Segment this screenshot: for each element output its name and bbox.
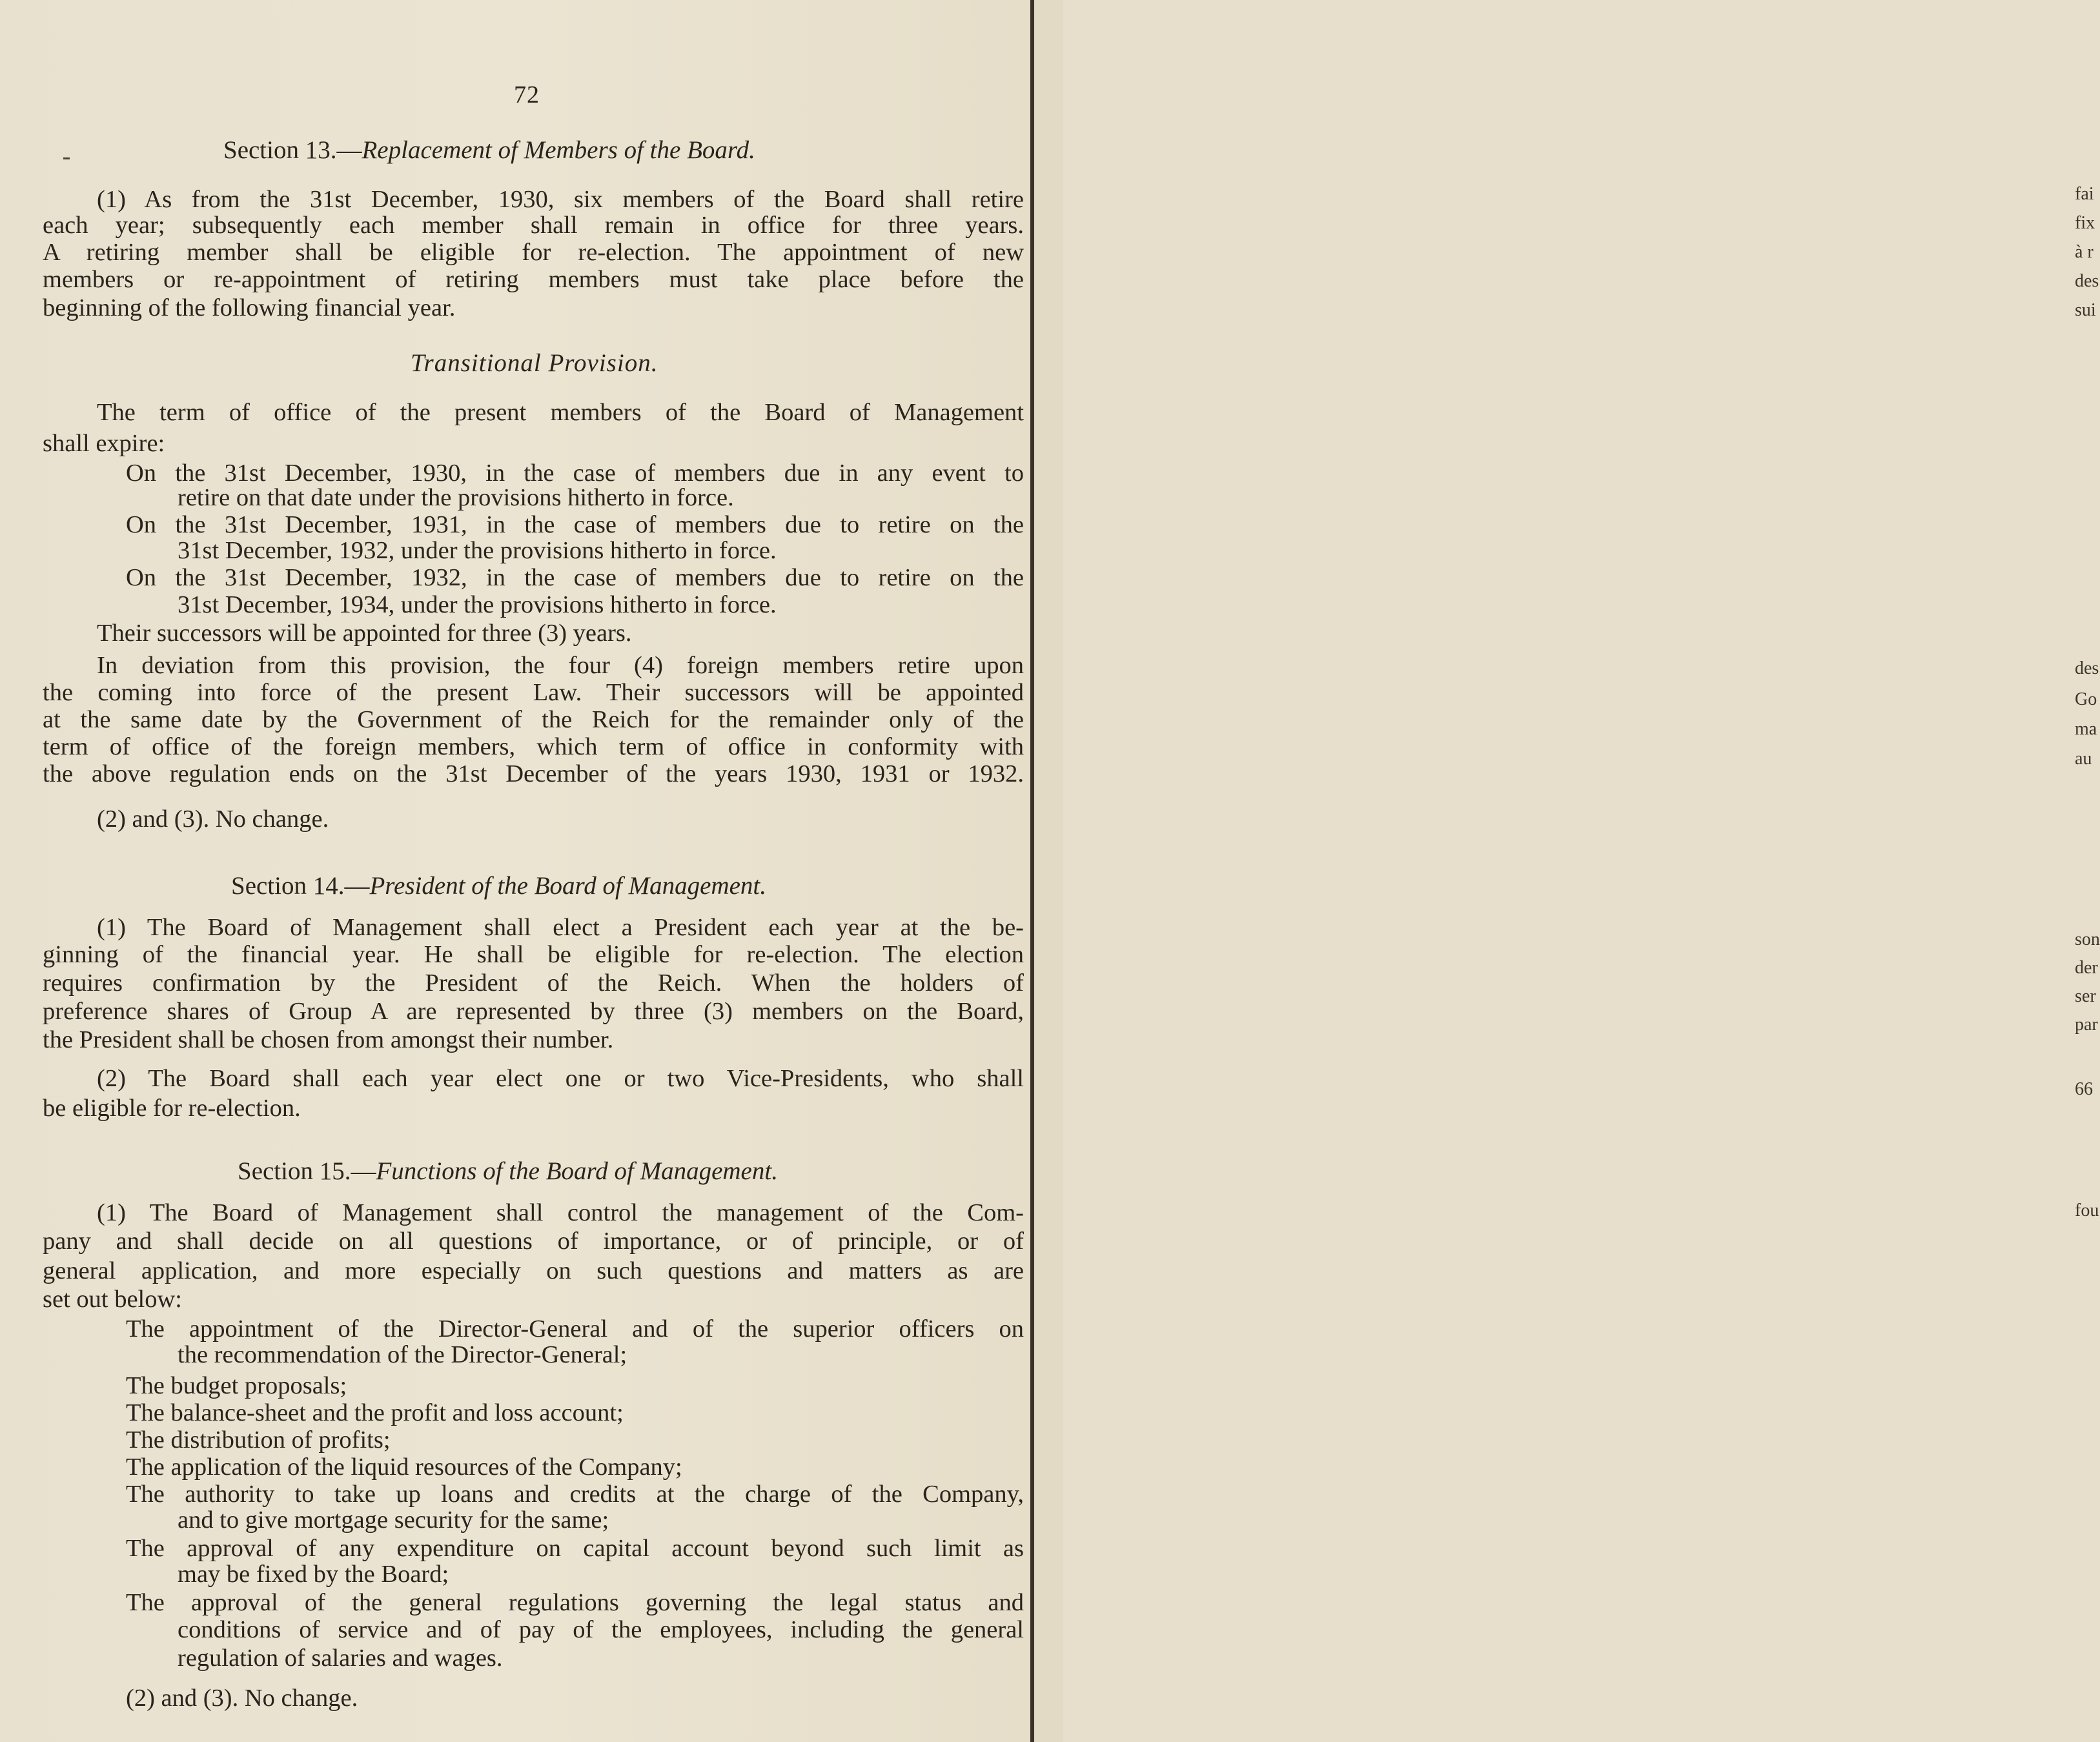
page-number: 72: [514, 81, 540, 108]
section-14-title: President of the Board of Management.: [369, 872, 766, 900]
s14-para1-line: requires confirmation by the President of the Reich. When the holders of: [43, 969, 1024, 997]
s14-para1-line: (1) The Board of Management shall elect a President each year at the be-: [97, 914, 1024, 941]
s15-no-change: (2) and (3). No change.: [126, 1685, 358, 1712]
s14-para2-line: be eligible for re-election.: [43, 1095, 301, 1122]
trans-item-line: 31st December, 1932, under the provisions hitherto in force.: [178, 537, 777, 564]
trans-intro-line: The term of office of the present members of the Board of Management: [97, 399, 1024, 426]
margin-fragment: fou: [2075, 1200, 2099, 1220]
s14-para2-line: (2) The Board shall each year elect one or two Vice-Presidents, who shall: [97, 1065, 1024, 1092]
s15-item-line: The budget proposals;: [126, 1372, 347, 1399]
margin-fragment: fai: [2075, 184, 2094, 204]
s15-item-line: may be fixed by the Board;: [178, 1561, 449, 1588]
s15-item-line: the recommendation of the Director-General;: [178, 1341, 627, 1368]
s15-item-line: The distribution of profits;: [126, 1426, 391, 1453]
margin-fragment: des: [2075, 271, 2099, 291]
s14-para1-line: preference shares of Group A are represented by three (3) members on the Board,: [43, 998, 1024, 1025]
margin-fragment: à r: [2075, 242, 2094, 262]
margin-fragment: ma: [2075, 719, 2097, 739]
margin-fragment: par: [2075, 1015, 2098, 1035]
margin-fragment: 66: [2075, 1079, 2093, 1099]
margin-fragment: des: [2075, 658, 2099, 678]
section-15-title: Functions of the Board of Management.: [376, 1157, 778, 1185]
margin-fragment: son: [2075, 929, 2100, 949]
deviation-line: term of office of the foreign members, which term of office in conformity with: [43, 733, 1024, 760]
s15-item-line: The balance-sheet and the profit and loss account;: [126, 1399, 624, 1426]
margin-fragment: sui: [2075, 300, 2096, 320]
s14-para1-line: the President shall be chosen from amongst their number.: [43, 1026, 614, 1053]
section-13-heading: [223, 136, 755, 165]
s15-item-line: The authority to take up loans and credits at the charge of the Company,: [126, 1481, 1024, 1508]
s13-para1-line: beginning of the following financial year.: [43, 294, 456, 321]
transitional-provision-heading: Transitional Provision.: [411, 349, 658, 377]
s15-para1-line: pany and shall decide on all questions of importance, or of principle, or of: [43, 1228, 1024, 1255]
s14-para1-line: ginning of the financial year. He shall be eligible for re-election. The election: [43, 941, 1024, 968]
s15-item-line: conditions of service and of pay of the employees, including the general: [178, 1616, 1024, 1643]
s13-para1-line: members or re-appointment of retiring members must take place before the: [43, 266, 1024, 293]
section-13-title: Replacement of Members of the Board.: [362, 136, 755, 164]
s15-item-line: regulation of salaries and wages.: [178, 1645, 503, 1672]
s15-item-line: The application of the liquid resources of the Company;: [126, 1453, 682, 1481]
s15-item-line: The approval of the general regulations governing the legal status and: [126, 1589, 1024, 1616]
trans-item-line: 31st December, 1934, under the provisions hitherto in force.: [178, 591, 777, 618]
margin-fragment: au: [2075, 749, 2092, 769]
s13-para1-line: A retiring member shall be eligible for re-election. The appointment of new: [43, 239, 1024, 266]
deviation-line: the coming into force of the present Law. Their successors will be appointed: [43, 679, 1024, 706]
section-14-heading: [231, 871, 766, 900]
document-page: [0, 0, 1033, 1742]
margin-fragment: fix: [2075, 213, 2095, 233]
margin-fragment: Go: [2075, 689, 2097, 709]
successors-line: Their successors will be appointed for three (3) years.: [97, 620, 632, 647]
trans-intro-line: shall expire:: [43, 430, 165, 457]
section-15-heading: [238, 1157, 778, 1186]
deviation-line: at the same date by the Government of the Reich for the remainder only of the: [43, 706, 1024, 733]
s15-item-line: The approval of any expenditure on capital account beyond such limit as: [126, 1535, 1024, 1562]
s15-para1-line: set out below:: [43, 1286, 182, 1313]
trans-item-line: retire on that date under the provisions hitherto in force.: [178, 484, 734, 511]
deviation-line: In deviation from this provision, the four (4) foreign members retire upon: [97, 652, 1024, 679]
s13-para1-line: (1) As from the 31st December, 1930, six members of the Board shall retire: [97, 186, 1024, 213]
s15-item-line: and to give mortgage security for the same;: [178, 1506, 609, 1534]
adjacent-page-edge: [1034, 0, 2100, 1742]
section-14-prefix: Section 14.—: [231, 872, 370, 900]
s15-para1-line: general application, and more especially on such questions and matters as are: [43, 1257, 1024, 1284]
s15-item-line: The appointment of the Director-General and of the superior officers on: [126, 1315, 1024, 1342]
margin-fragment: der: [2075, 958, 2098, 978]
margin-dash: [63, 157, 70, 159]
s13-para1-line: each year; subsequently each member shall remain in office for three years.: [43, 212, 1024, 239]
trans-item-line: On the 31st December, 1930, in the case of members due in any event to: [126, 460, 1024, 487]
deviation-line: the above regulation ends on the 31st December of the years 1930, 1931 or 1932.: [43, 760, 1024, 787]
margin-fragment: ser: [2075, 986, 2096, 1006]
trans-item-line: On the 31st December, 1932, in the case of members due to retire on the: [126, 564, 1024, 591]
trans-item-line: On the 31st December, 1931, in the case of members due to retire on the: [126, 511, 1024, 538]
s13-no-change: (2) and (3). No change.: [97, 805, 329, 833]
s15-para1-line: (1) The Board of Management shall control the management of the Com-: [97, 1199, 1024, 1226]
section-15-prefix: Section 15.—: [238, 1157, 376, 1185]
section-13-prefix: Section 13.—: [223, 136, 362, 164]
